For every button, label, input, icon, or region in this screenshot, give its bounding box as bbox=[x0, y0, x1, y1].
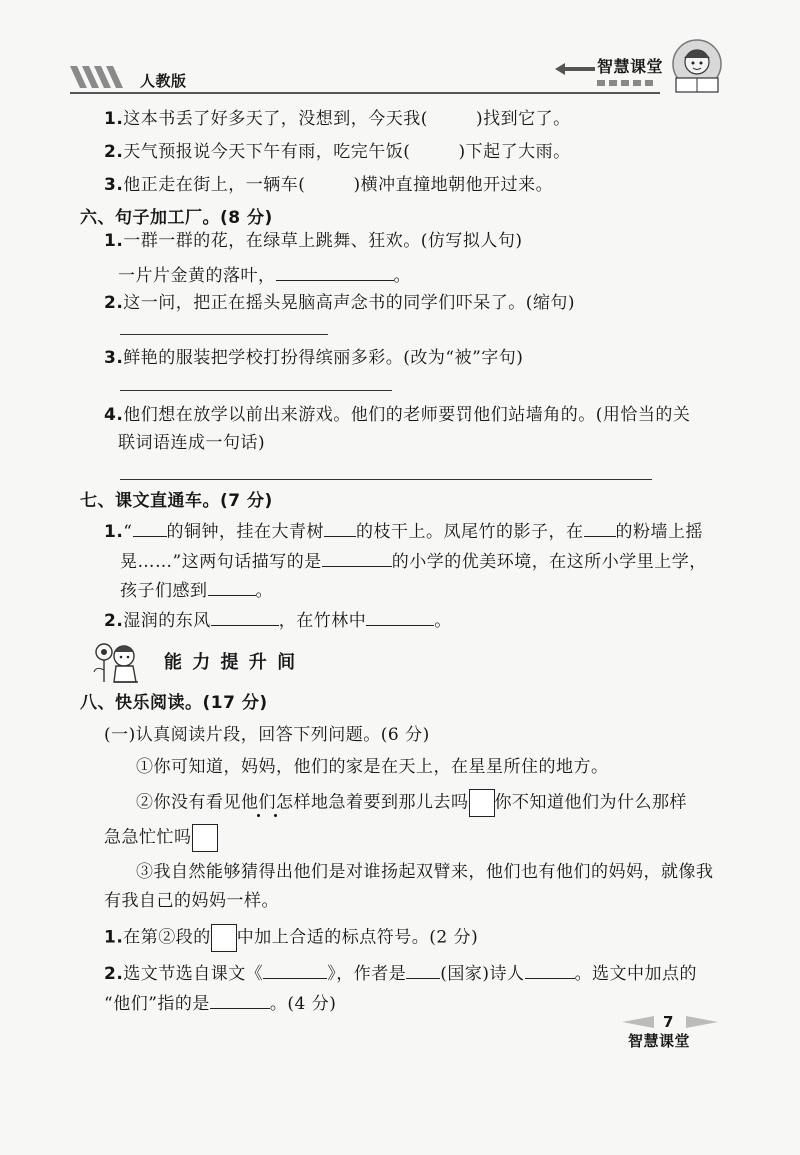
banner-title: 能 力 提 升 间 bbox=[164, 652, 298, 673]
passage-p2-cont: 急急忙忙吗 bbox=[104, 824, 218, 852]
blank-line[interactable] bbox=[584, 518, 616, 537]
q6-s1: 1.一群一群的花，在绿草上跳舞、狂欢。(仿写拟人句) bbox=[104, 231, 523, 251]
q6-s1-fill: 一片片金黄的落叶， 。 bbox=[118, 262, 411, 287]
answer-line-s4[interactable] bbox=[120, 479, 652, 480]
punctuation-box[interactable] bbox=[469, 789, 495, 817]
blank-line[interactable] bbox=[263, 960, 327, 979]
q5-item-2: 2.天气预报说今天下午有雨，吃完午饭( )下起了大雨。 bbox=[104, 142, 571, 162]
q7-line-1: 1.“ 的铜钟，挂在大青树 的枝干上。凤尾竹的影子，在 的粉墙上摇 bbox=[104, 518, 703, 543]
q5-item-3: 3.他正走在街上，一辆车( )横冲直撞地朝他开过来。 bbox=[104, 175, 554, 195]
emphasis-dot bbox=[257, 814, 260, 817]
answer-line-s2[interactable] bbox=[120, 334, 328, 335]
q6-s3: 3.鲜艳的服装把学校打扮得缤丽多彩。(改为“被”字句) bbox=[104, 348, 524, 368]
header-stripes-icon bbox=[70, 66, 132, 88]
q8-question-2-cont: “他们”指的是 。(4 分) bbox=[104, 990, 336, 1015]
blank-line[interactable] bbox=[133, 518, 167, 537]
q7-line-4: 2.湿润的东风 ，在竹林中 。 bbox=[104, 607, 452, 632]
q8-question-1: 1.在第②段的 中加上合适的标点符号。(2 分) bbox=[104, 924, 478, 952]
blank-line[interactable] bbox=[322, 548, 392, 567]
q6-s4-cont: 联词语连成一句话) bbox=[118, 433, 266, 453]
q7-title: 七、课文直通车。(7 分) bbox=[80, 491, 273, 511]
passage-p3: ③我自然能够猜得出他们是对谁扬起双臂来，他们也有他们的妈妈，就像我 bbox=[136, 862, 714, 882]
blank-line[interactable] bbox=[208, 577, 256, 596]
blank-line[interactable] bbox=[210, 990, 270, 1009]
punctuation-box[interactable] bbox=[192, 824, 218, 852]
footer-brand: 智慧课堂 bbox=[628, 1032, 691, 1050]
edition-label: 人教版 bbox=[140, 72, 187, 90]
q7-line-2: 晃……”这两句话描写的是 的小学的优美环境，在这所小学里上学， bbox=[120, 548, 707, 573]
blank-line[interactable] bbox=[525, 960, 575, 979]
q6-s4: 4.他们想在放学以前出来游戏。他们的老师要罚他们站墙角的。(用恰当的关 bbox=[104, 405, 691, 425]
reading-girl-icon bbox=[662, 38, 732, 98]
answer-line-s3[interactable] bbox=[120, 390, 392, 391]
q8-title: 八、快乐阅读。(17 分) bbox=[80, 693, 268, 713]
page-number: 7 bbox=[663, 1013, 674, 1031]
passage-p1: ①你可知道，妈妈，他们的家是在天上，在星星所住的地方。 bbox=[136, 757, 609, 777]
q7-line-3: 孩子们感到 。 bbox=[120, 577, 273, 602]
brand-title: 智慧课堂 bbox=[597, 57, 664, 76]
flower-kid-icon bbox=[88, 638, 146, 686]
answer-box[interactable] bbox=[211, 924, 237, 952]
q8-subtitle: (一)认真阅读片段，回答下列问题。(6 分) bbox=[104, 725, 430, 745]
q8-question-2: 2.选文节选自课文《 》，作者是 (国家)诗人 。选文中加点的 bbox=[104, 960, 697, 985]
blank-line[interactable] bbox=[324, 518, 356, 537]
blank-line[interactable] bbox=[406, 960, 440, 979]
blank-line[interactable] bbox=[211, 607, 279, 626]
blank-line[interactable] bbox=[366, 607, 434, 626]
arrow-left-icon bbox=[555, 62, 595, 76]
q6-s2: 2.这一问，把正在摇头晃脑高声念书的同学们吓呆了。(缩句) bbox=[104, 293, 576, 313]
header-rule bbox=[70, 92, 660, 94]
emphasis-dot bbox=[274, 814, 277, 817]
passage-p3-cont: 有我自己的妈妈一样。 bbox=[104, 891, 279, 911]
passage-p2: ②你没有看见他们怎样地急着要到那儿去吗 你不知道他们为什么那样 bbox=[136, 789, 687, 817]
q6-title: 六、句子加工厂。(8 分) bbox=[80, 208, 273, 228]
blank-line[interactable] bbox=[276, 262, 394, 281]
q5-item-1: 1.这本书丢了好多天了，没想到，今天我( )找到它了。 bbox=[104, 109, 571, 129]
header-dots-icon bbox=[597, 80, 657, 88]
